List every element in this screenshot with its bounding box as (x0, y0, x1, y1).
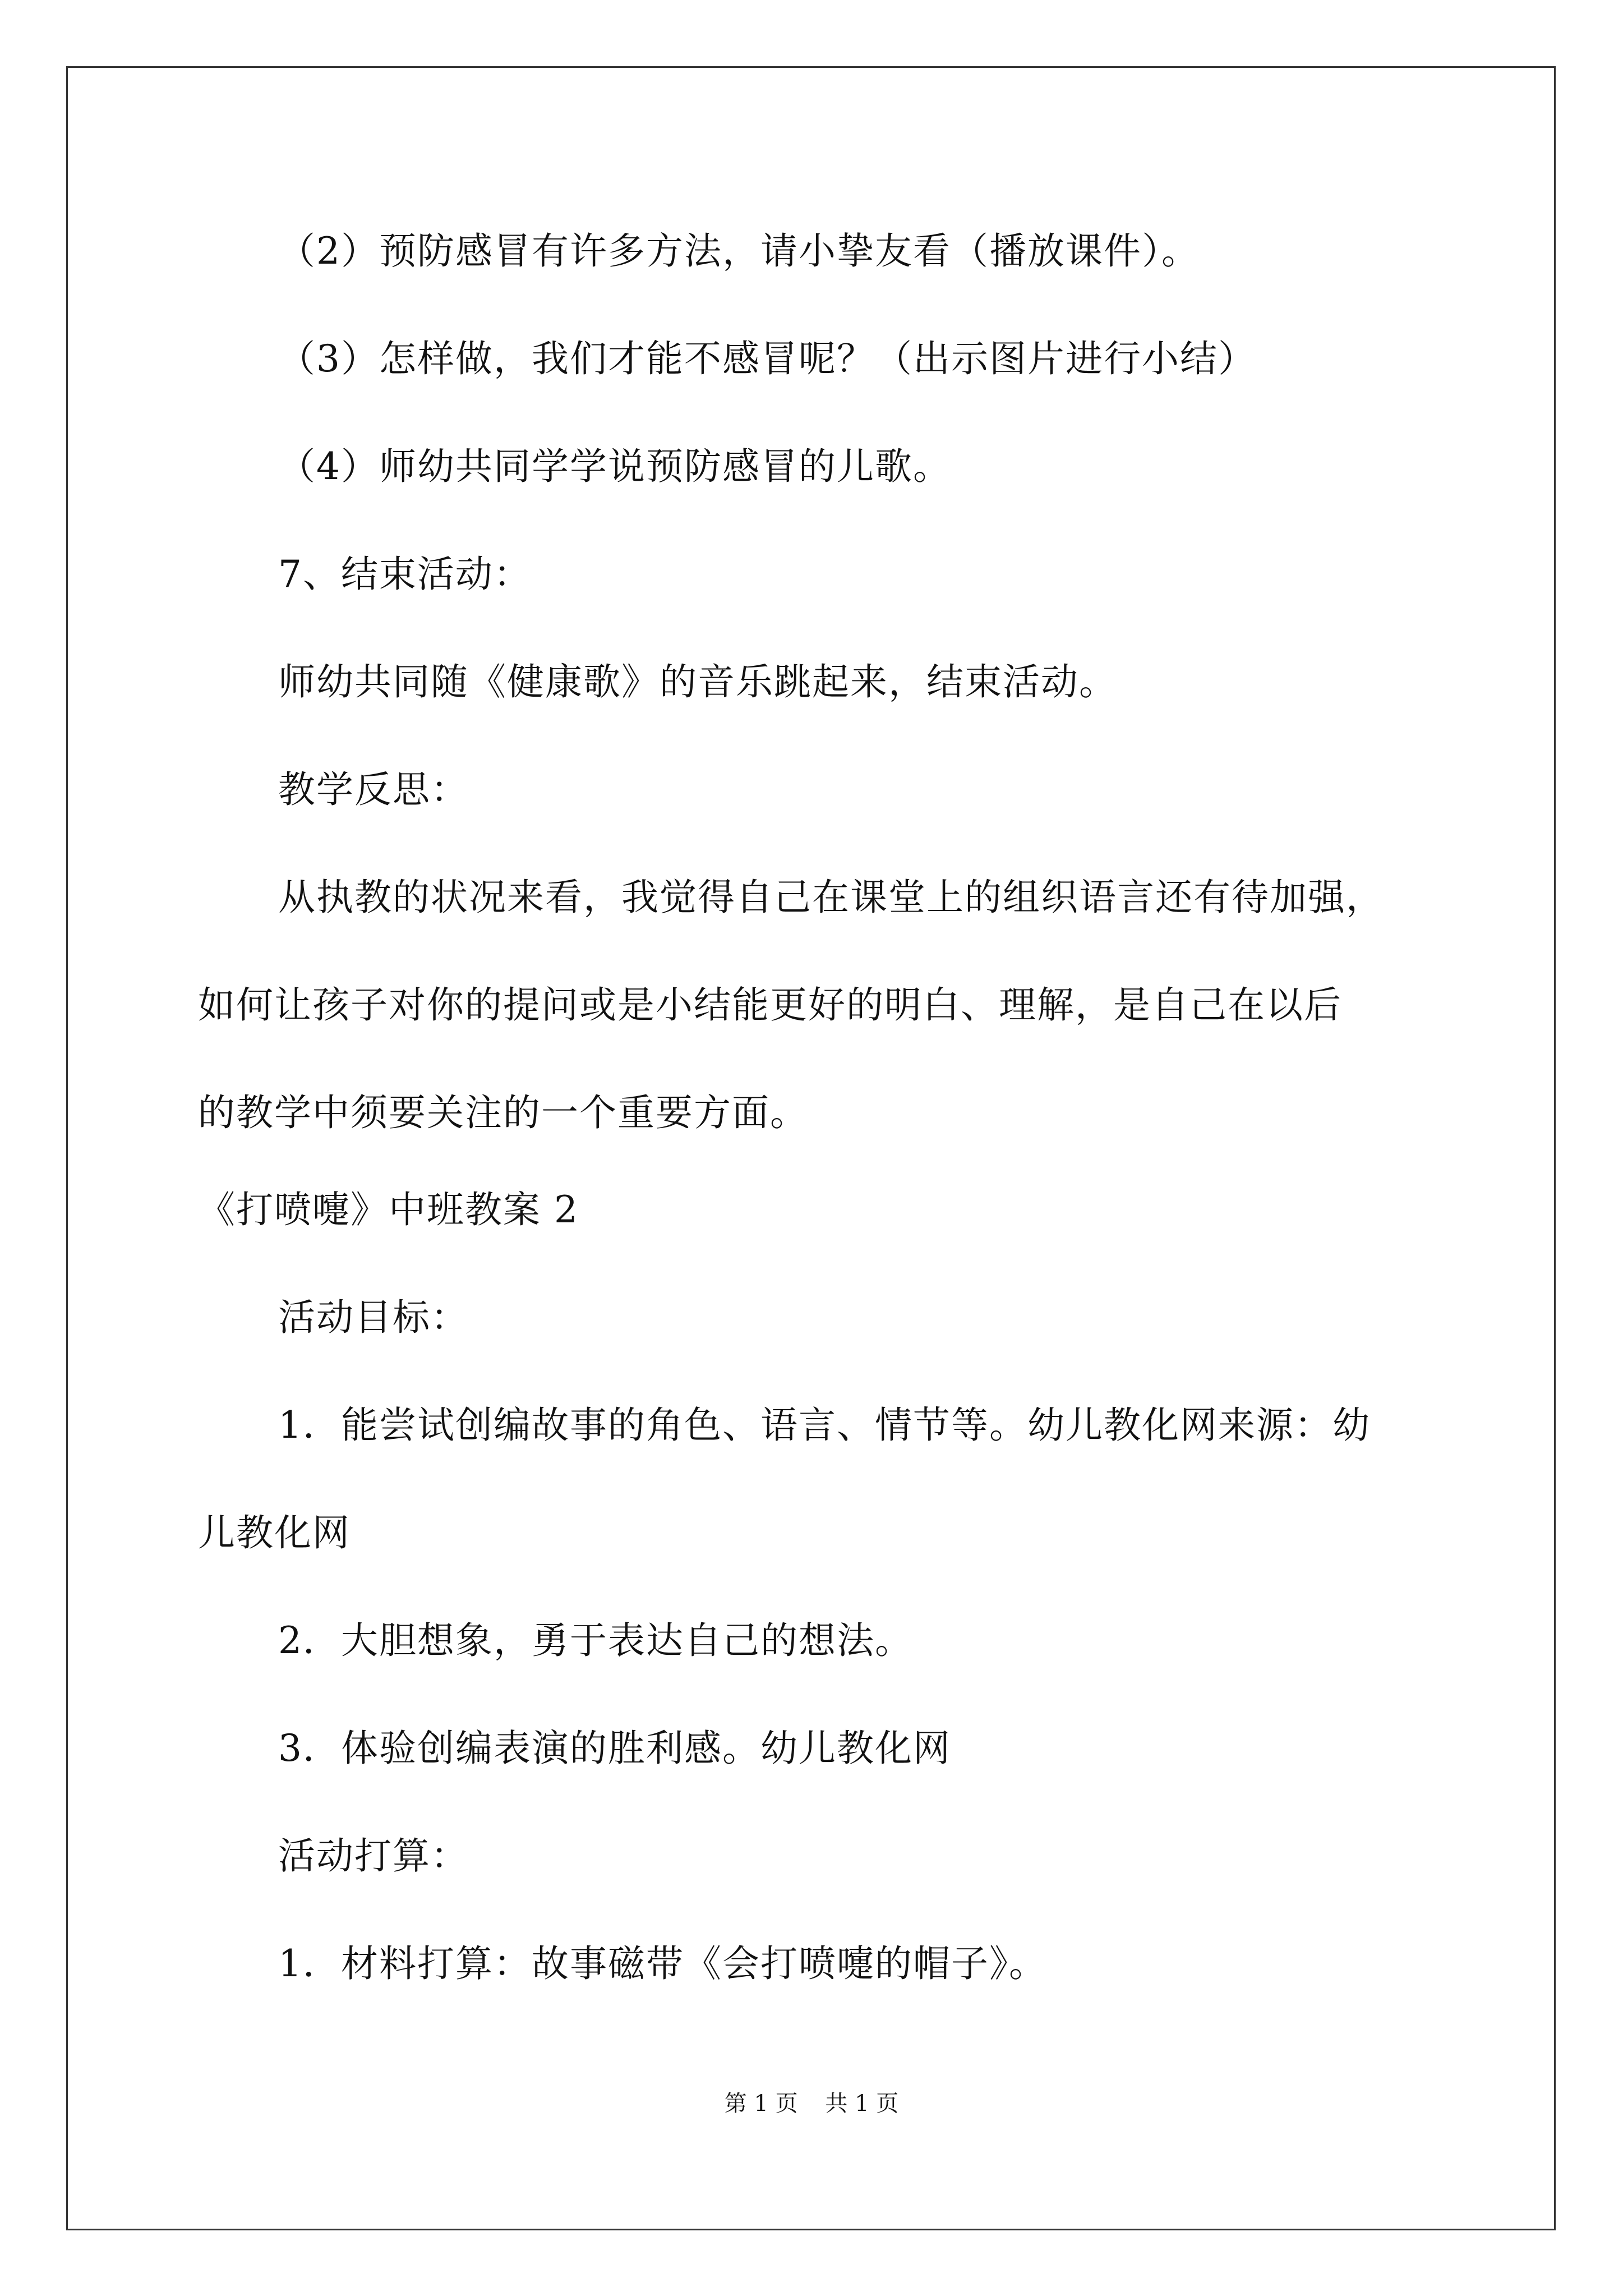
paragraph-line: （4）师幼共同学学说预防感冒的儿歌。 (278, 445, 951, 488)
paragraph-line: 如何让孩子对你的提问或是小结能更好的明白、理解，是自己在以后 (198, 983, 1342, 1027)
paragraph-line: （2）预防感冒有许多方法，请小挚友看（播放课件）。 (278, 229, 1200, 273)
total-page-count: 共 1 页 (825, 2091, 899, 2116)
section-heading: 7、结束活动： (278, 553, 532, 596)
section-heading: 活动打算： (278, 1834, 469, 1878)
section-heading: 教学反思： (278, 768, 469, 811)
current-page-number: 第 1 页 (724, 2091, 798, 2116)
list-item-continuation: 儿教化网 (198, 1511, 351, 1554)
paragraph-line: 的教学中须要关注的一个重要方面。 (198, 1091, 808, 1134)
document-title: 《打喷嚏》中班教案 2 (198, 1188, 579, 1231)
list-item: 1．能尝试创编故事的角色、语言、情节等。幼儿教化网来源：幼 (278, 1404, 1371, 1447)
page-border (66, 66, 1556, 2230)
list-item: 1．材料打算：故事磁带《会打喷嚏的帽子》。 (278, 1942, 1047, 1985)
list-item: 3．体验创编表演的胜利感。幼儿教化网 (278, 1727, 951, 1770)
section-heading: 活动目标： (278, 1296, 469, 1339)
paragraph-line: （3）怎样做，我们才能不感冒呢？（出示图片进行小结） (278, 337, 1256, 380)
paragraph-line: 从执教的状况来看，我觉得自己在课堂上的组织语言还有待加强， (278, 876, 1384, 919)
page-footer (0, 2090, 1623, 2118)
list-item: 2．大胆想象，勇于表达自己的想法。 (278, 1619, 913, 1662)
paragraph-line: 师幼共同随《健康歌》的音乐跳起来，结束活动。 (278, 660, 1117, 703)
